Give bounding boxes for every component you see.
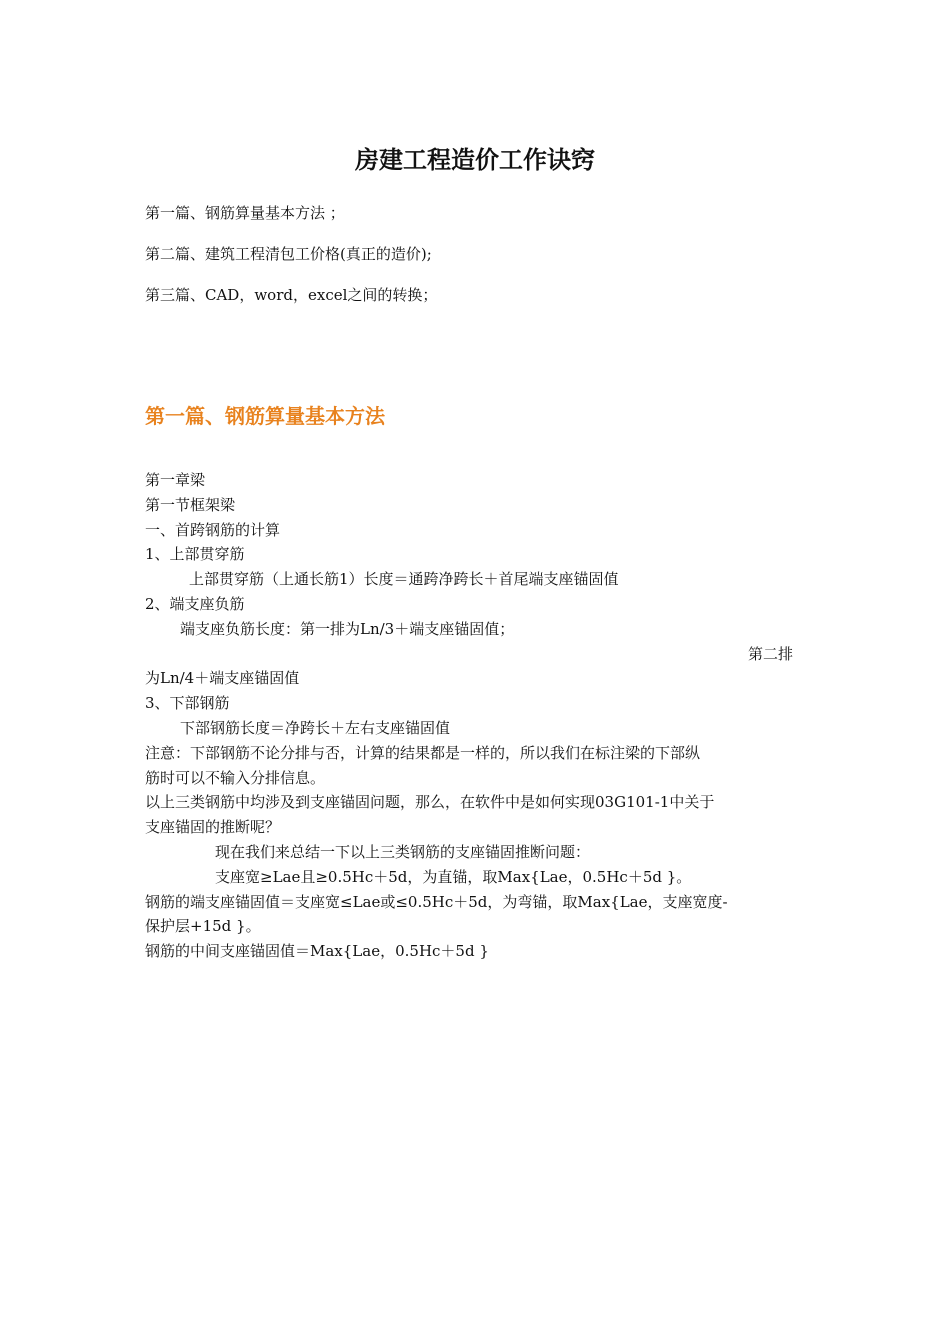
toc-item-1: 第一篇、钢筋算量基本方法 ； xyxy=(145,204,345,222)
note-line: 注意：下部钢筋不论分排与否，计算的结果都是一样的，所以我们在标注梁的下部纵 xyxy=(145,743,701,762)
note-line: 筋时可以不输入分排信息。 xyxy=(145,768,326,787)
item-heading: 3、下部钢筋 xyxy=(145,694,230,713)
body-text xyxy=(145,468,805,964)
formula-line: 钢筋的端支座锚固值＝支座宽≤Lae或≤0.5Hc＋5d，为弯锚，取Max{Lae，支座宽度- xyxy=(145,892,728,911)
text-line: 现在我们来总结一下以上三类钢筋的支座锚固推断问题： xyxy=(215,842,591,861)
item-heading: 2、端支座负筋 xyxy=(145,594,245,613)
subsection-title: 一、首跨钢筋的计算 xyxy=(145,520,281,539)
formula-line: 支座宽≥Lae且≥0.5Hc＋5d，为直锚，取Max{Lae，0.5Hc＋5d }。 xyxy=(215,867,692,886)
text-line: 以上三类钢筋中均涉及到支座锚固问题，那么，在软件中是如何实现03G101-1中关于 xyxy=(145,793,715,812)
section-title: 第一节框架梁 xyxy=(145,495,236,514)
text-line: 支座锚固的推断呢？ xyxy=(145,818,281,837)
section-heading: 第一篇、钢筋算量基本方法 xyxy=(145,404,385,428)
toc-item-2: 第二篇、建筑工程清包工价格(真正的造价); xyxy=(145,245,432,263)
formula-line: 上部贯穿筋（上通长筋1）长度＝通跨净跨长＋首尾端支座锚固值 xyxy=(189,570,619,589)
formula-line: 钢筋的中间支座锚固值＝Max{Lae，0.5Hc＋5d } xyxy=(145,942,489,961)
item-heading: 1、上部贯穿筋 xyxy=(145,545,245,564)
formula-line: 端支座负筋长度：第一排为Ln/3＋端支座锚固值； xyxy=(180,619,515,638)
toc-item-3: 第三篇、CAD，word，excel之间的转换； xyxy=(145,286,438,304)
document-title: 房建工程造价工作诀窍 xyxy=(355,146,595,174)
formula-line: 下部钢筋长度＝净跨长＋左右支座锚固值 xyxy=(180,718,451,737)
chapter-title: 第一章梁 xyxy=(145,471,206,489)
formula-line: 保护层+15d }。 xyxy=(145,917,261,936)
text-line: 第二排 xyxy=(747,644,793,663)
text-line: 为Ln/4＋端支座锚固值 xyxy=(145,669,300,688)
